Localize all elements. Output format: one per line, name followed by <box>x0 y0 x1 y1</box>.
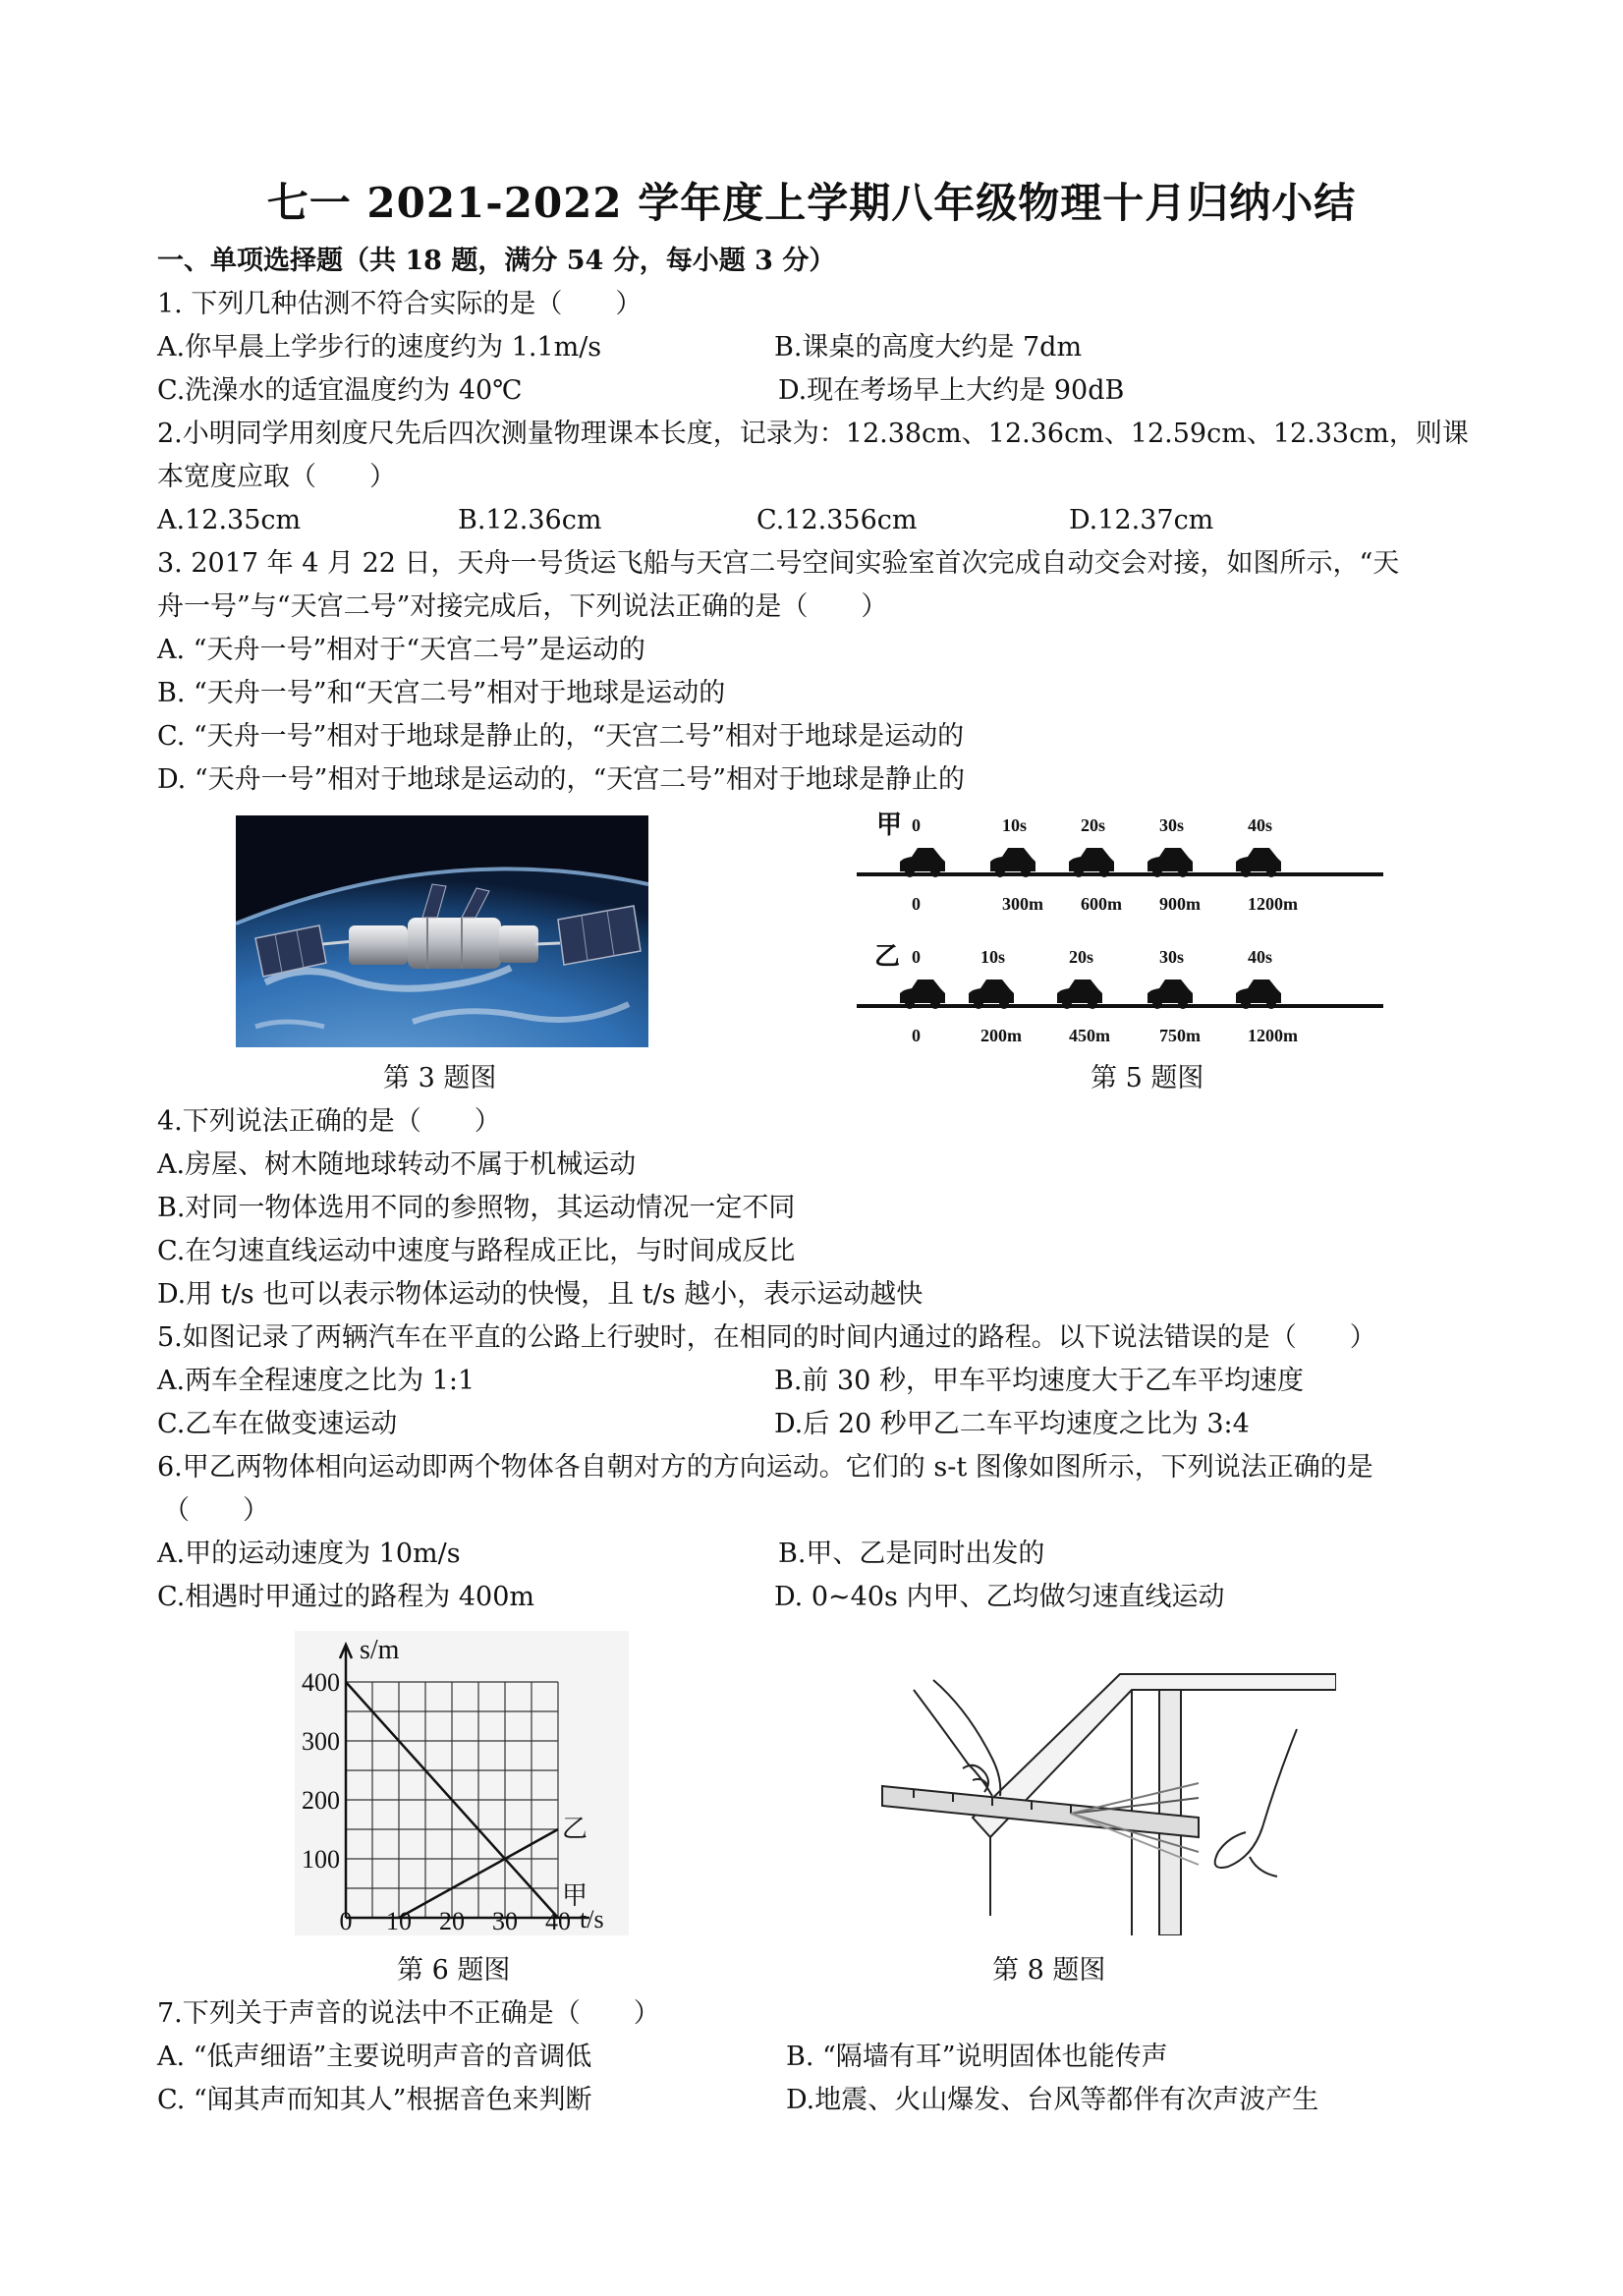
q4-option-b: B.对同一物体选用不同的参照物，其运动情况一定不同 <box>157 1193 796 1223</box>
ruler-on-table-drawing <box>874 1670 1336 1935</box>
q4-option-c: C.在匀速直线运动中速度与路程成正比，与时间成反比 <box>157 1236 796 1266</box>
q6-option-d: D. 0~40s 内甲、乙均做匀速直线运动 <box>774 1582 1225 1612</box>
q2-option-c: C.12.356cm <box>756 505 918 535</box>
fig6-caption: 第 6 题图 <box>397 1955 511 1986</box>
q3-stem-line2: 舟一号”与“天宫二号”对接完成后，下列说法正确的是（ ） <box>157 591 888 622</box>
q2-stem-line2: 本宽度应取（ ） <box>157 462 396 492</box>
q5-option-c: C.乙车在做变速运动 <box>157 1409 398 1439</box>
q6-stem-line1: 6.甲乙两物体相向运动即两个物体各自朝对方的方向运动。它们的 s-t 图像如图所示，下列说法正确的是 <box>157 1452 1373 1483</box>
series-label: 乙 <box>562 1815 588 1843</box>
car-a-time-label: 30s <box>1159 815 1185 835</box>
q6-option-a: A.甲的运动速度为 10m/s <box>157 1539 461 1569</box>
q2-option-a: A.12.35cm <box>157 505 302 535</box>
y-tick-label: 300 <box>302 1727 340 1756</box>
q1-option-d: D.现在考场早上大约是 90dB <box>778 375 1125 406</box>
q3-option-d: D. “天舟一号”相对于地球是运动的，“天宫二号”相对于地球是静止的 <box>157 764 966 795</box>
car-a-distance-label: 0 <box>912 894 921 914</box>
x-axis-label: t/s <box>580 1905 604 1933</box>
page-title: 七一 2021-2022 学年度上学期八年级物理十月归纳小结 <box>266 179 1357 227</box>
q5-option-b: B.前 30 秒，甲车平均速度大于乙车平均速度 <box>774 1366 1304 1396</box>
fig8-caption: 第 8 题图 <box>992 1955 1106 1986</box>
q5-option-d: D.后 20 秒甲乙二车平均速度之比为 3:4 <box>774 1409 1250 1439</box>
car-a-time-label: 10s <box>1002 815 1028 835</box>
q1-option-b: B.课桌的高度大约是 7dm <box>774 332 1083 363</box>
x-tick-label: 10 <box>386 1907 412 1935</box>
car-b-distance-label: 450m <box>1069 1026 1110 1045</box>
q4-option-a: A.房屋、树木随地球转动不属于机械运动 <box>157 1149 637 1180</box>
x-tick-label: 20 <box>439 1907 465 1935</box>
q1-option-c: C.洗澡水的适宜温度约为 40℃ <box>157 375 523 406</box>
q4-option-d: D.用 t/s 也可以表示物体运动的快慢，且 t/s 越小，表示运动越快 <box>157 1279 923 1310</box>
q5-option-a: A.两车全程速度之比为 1:1 <box>157 1366 476 1396</box>
q1-stem: 1. 下列几种估测不符合实际的是（ ） <box>157 289 643 319</box>
car-b-time-label: 30s <box>1159 947 1185 967</box>
q3-option-a: A. “天舟一号”相对于“天宫二号”是运动的 <box>157 635 645 665</box>
series-label: 甲 <box>562 1881 588 1910</box>
q7-option-a: A. “低声细语”主要说明声音的音调低 <box>157 2042 592 2072</box>
q6-stem-line2: （ ） <box>163 1495 269 1526</box>
q1-option-a: A.你早晨上学步行的速度约为 1.1m/s <box>157 332 602 363</box>
x-tick-label: 40 <box>545 1907 571 1935</box>
q2-stem-line1: 2.小明同学用刻度尺先后四次测量物理课本长度，记录为：12.38cm、12.36cm、12.59cm、12.33cm，则课 <box>157 419 1469 449</box>
y-tick-label: 100 <box>302 1845 340 1874</box>
q5-stem: 5.如图记录了两辆汽车在平直的公路上行驶时，在相同的时间内通过的路程。以下说法错误的是（ ） <box>157 1322 1376 1353</box>
car-a-distance-label: 1200m <box>1248 894 1298 914</box>
y-tick-label: 400 <box>302 1668 340 1697</box>
car-a-time-label: 0 <box>912 815 921 835</box>
fig5-caption: 第 5 题图 <box>1091 1063 1204 1093</box>
q7-option-b: B. “隔墙有耳”说明固体也能传声 <box>786 2042 1168 2072</box>
car-b-distance-label: 750m <box>1159 1026 1201 1045</box>
q3-option-b: B. “天舟一号”和“天宫二号”相对于地球是运动的 <box>157 678 726 708</box>
space-station-photo <box>236 815 648 1047</box>
cars-position-diagram <box>855 812 1391 1053</box>
car-b-time-label: 20s <box>1069 947 1094 967</box>
car-b-time-label: 10s <box>980 947 1006 967</box>
fig3-caption: 第 3 题图 <box>383 1063 497 1093</box>
q4-stem: 4.下列说法正确的是（ ） <box>157 1106 501 1137</box>
car-b-distance-label: 1200m <box>1248 1026 1298 1045</box>
q2-option-b: B.12.36cm <box>458 505 602 535</box>
y-axis-label: s/m <box>360 1635 400 1665</box>
q3-stem-line1: 3. 2017 年 4 月 22 日，天舟一号货运飞船与天宫二号空间实验室首次完成自动交会对接，如图所示，“天 <box>157 548 1400 579</box>
car-a-label: 甲 <box>876 812 903 839</box>
car-b-time-label: 0 <box>912 947 921 967</box>
car-a-distance-label: 300m <box>1002 894 1043 914</box>
car-b-time-label: 40s <box>1248 947 1273 967</box>
car-b-distance-label: 0 <box>912 1026 921 1045</box>
st-graph <box>295 1631 629 1935</box>
q7-option-c: C. “闻其声而知其人”根据音色来判断 <box>157 2085 592 2115</box>
q7-stem: 7.下列关于声音的说法中不正确是（ ） <box>157 1998 660 2029</box>
car-b-distance-label: 200m <box>980 1026 1022 1045</box>
y-tick-label: 200 <box>302 1786 340 1815</box>
q7-option-d: D.地震、火山爆发、台风等都伴有次声波产生 <box>786 2085 1319 2115</box>
car-a-distance-label: 900m <box>1159 894 1201 914</box>
q6-option-b: B.甲、乙是同时出发的 <box>778 1539 1045 1569</box>
section-heading: 一、单项选择题（共 18 题，满分 54 分，每小题 3 分） <box>157 246 836 276</box>
x-tick-label: 30 <box>492 1907 518 1935</box>
q2-option-d: D.12.37cm <box>1069 505 1214 535</box>
car-a-time-label: 20s <box>1081 815 1106 835</box>
q3-option-c: C. “天舟一号”相对于地球是静止的，“天宫二号”相对于地球是运动的 <box>157 721 965 752</box>
x-tick-label: 0 <box>339 1907 353 1935</box>
q6-option-c: C.相遇时甲通过的路程为 400m <box>157 1582 534 1612</box>
car-a-time-label: 40s <box>1248 815 1273 835</box>
car-b-label: 乙 <box>874 942 901 971</box>
car-a-distance-label: 600m <box>1081 894 1122 914</box>
